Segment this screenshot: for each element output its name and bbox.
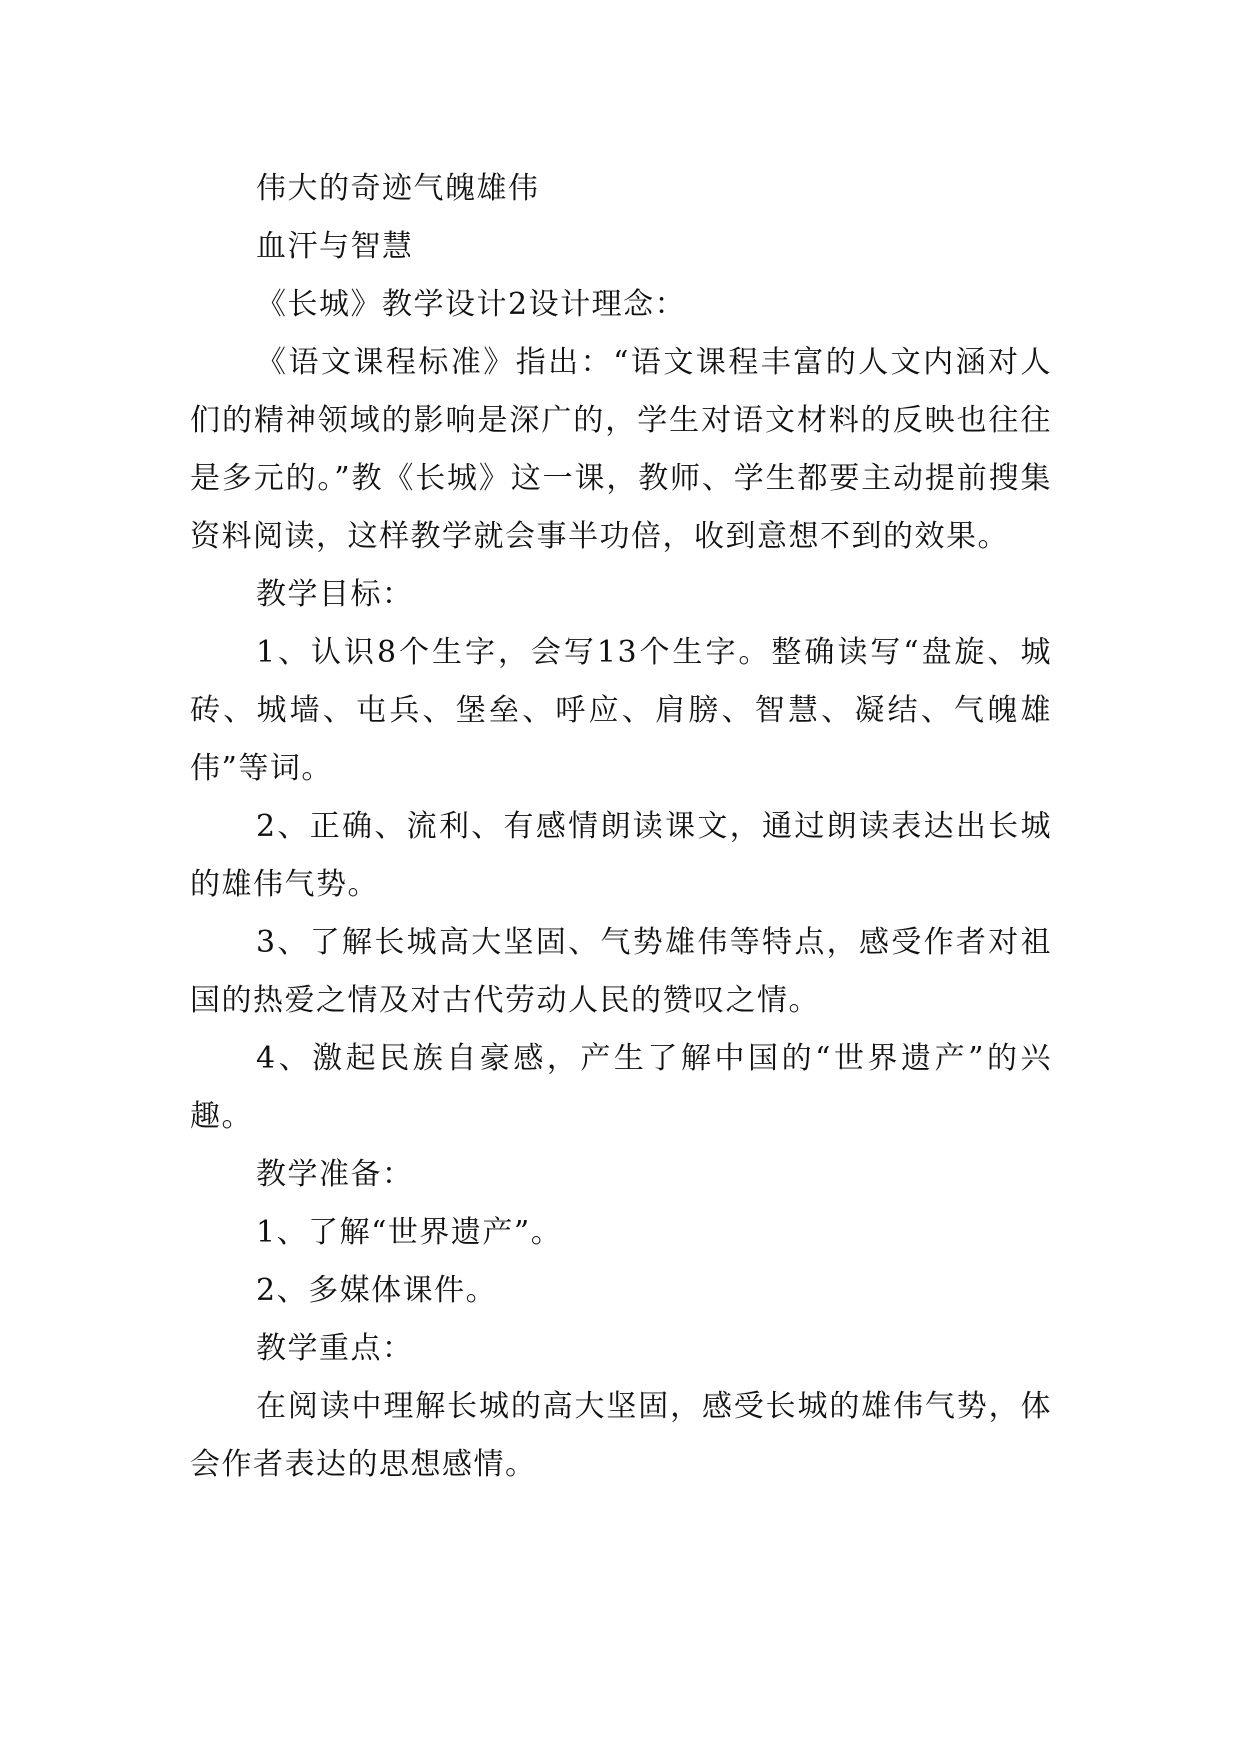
objective-item: 2、正确、流利、有感情朗读课文，通过朗读表达出长城的雄伟气势。 bbox=[190, 809, 1052, 902]
section-heading-key-points: 教学重点： bbox=[256, 1331, 414, 1366]
design-concept-paragraph: 《语文课程标准》指出：“语文课程丰富的人文内涵对人们的精神领域的影响是深广的，学生对语文材料的反映也往往是多元的。”教《长城》这一课，教师、学生都要主动提前搜集资料阅读，这样教学就会事半功倍，收到意想不到的效果。 bbox=[190, 345, 1052, 554]
objective-item: 1、认识8个生字，会写13个生字。整确读写“盘旋、城砖、城墙、屯兵、堡垒、呼应、肩膀、智慧、凝结、气魄雄伟”等词。 bbox=[190, 635, 1052, 786]
section-heading-preparation: 教学准备： bbox=[256, 1157, 414, 1192]
key-point-paragraph: 在阅读中理解长城的高大坚固，感受长城的雄伟气势，体会作者表达的思想感情。 bbox=[190, 1389, 1052, 1482]
document-body bbox=[190, 160, 1052, 1494]
heading-line: 伟大的奇迹气魄雄伟 bbox=[256, 171, 540, 206]
heading-line: 血汗与智慧 bbox=[256, 229, 414, 264]
section-title: 《长城》教学设计2设计理念： bbox=[256, 287, 687, 322]
preparation-item: 1、了解“世界遗产”。 bbox=[256, 1215, 563, 1250]
preparation-item: 2、多媒体课件。 bbox=[256, 1273, 498, 1308]
section-heading-objectives: 教学目标： bbox=[256, 577, 414, 612]
objective-item: 4、激起民族自豪感，产生了解中国的“世界遗产”的兴趣。 bbox=[190, 1041, 1052, 1134]
objective-item: 3、了解长城高大坚固、气势雄伟等特点，感受作者对祖国的热爱之情及对古代劳动人民的赞叹之情。 bbox=[190, 925, 1052, 1018]
